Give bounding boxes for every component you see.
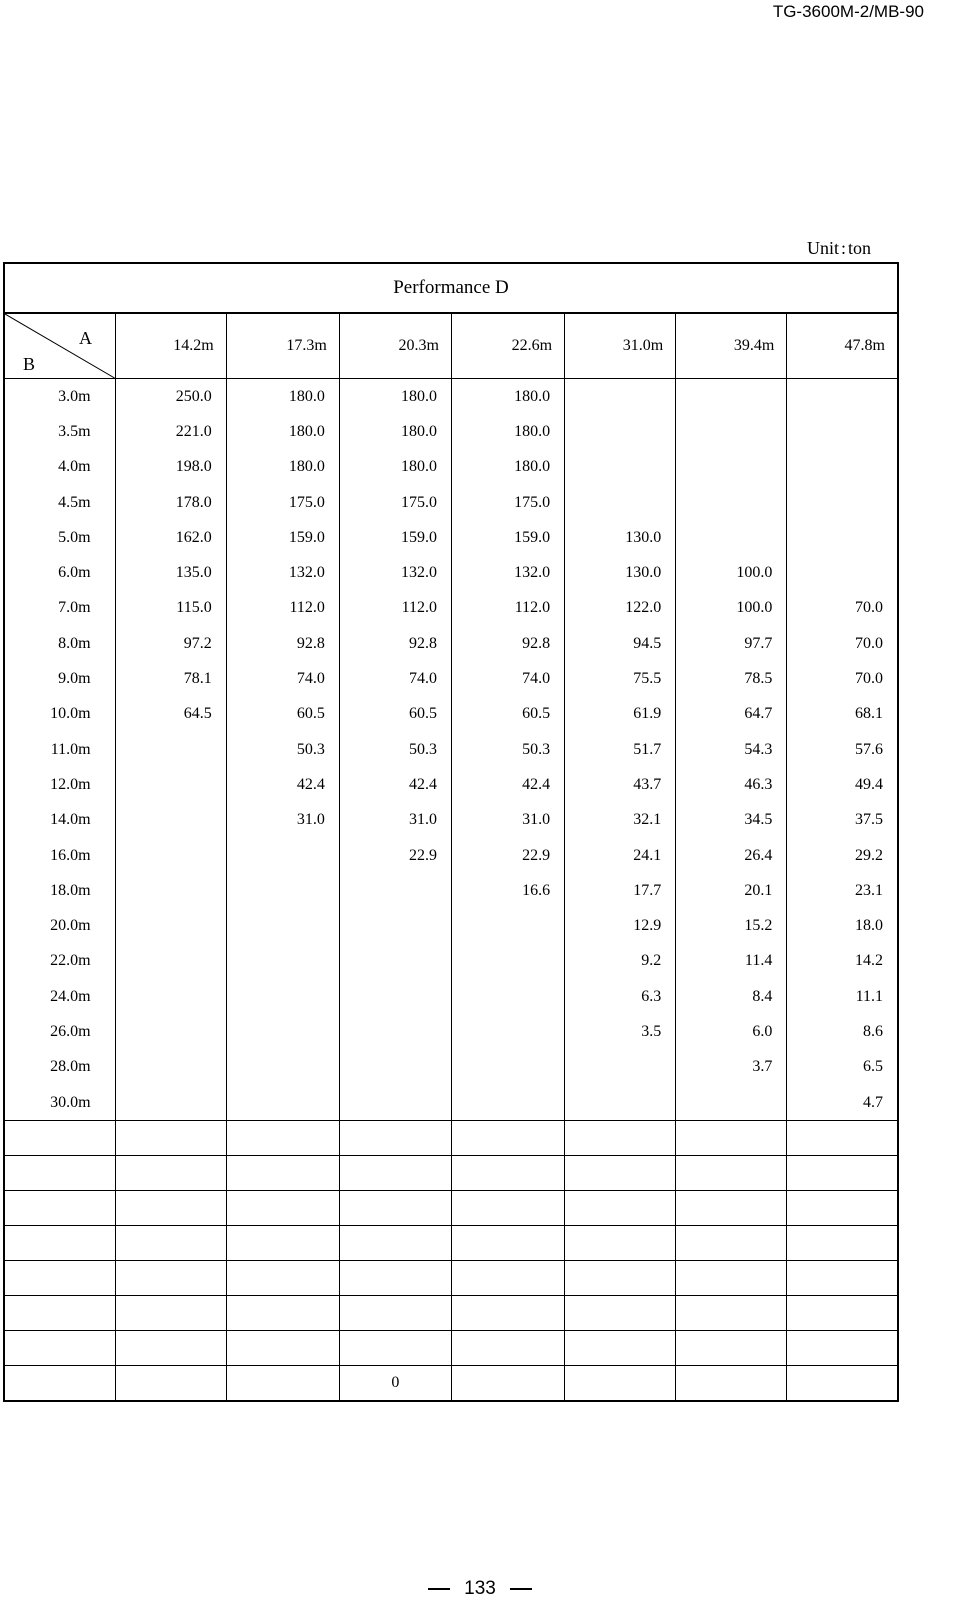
radius-cell: 30.0m (4, 1085, 115, 1121)
radius-cell: 3.5m (4, 414, 115, 449)
capacity-cell (565, 1085, 676, 1121)
blank-cell (451, 1331, 564, 1366)
capacity-cell (115, 1050, 226, 1085)
capacity-cell: 22.9 (451, 838, 564, 873)
capacity-cell (451, 1050, 564, 1085)
capacity-cell: 6.3 (565, 979, 676, 1014)
capacity-cell: 4.7 (787, 1085, 898, 1121)
capacity-cell: 221.0 (115, 414, 226, 449)
radius-cell: 11.0m (4, 732, 115, 767)
capacity-cell (115, 838, 226, 873)
capacity-cell: 18.0 (787, 908, 898, 943)
page-dash-left (428, 1588, 450, 1590)
capacity-cell (787, 485, 898, 520)
capacity-cell: 180.0 (451, 414, 564, 449)
table-row (4, 626, 898, 661)
capacity-cell: 32.1 (565, 803, 676, 838)
blank-cell (787, 1191, 898, 1226)
blank-cell (115, 1331, 226, 1366)
capacity-cell (115, 732, 226, 767)
capacity-cell: 115.0 (115, 591, 226, 626)
blank-cell (226, 1226, 339, 1261)
capacity-cell (339, 1085, 451, 1121)
blank-cell (226, 1121, 339, 1156)
blank-cell (339, 1121, 451, 1156)
blank-row (4, 1156, 898, 1191)
capacity-cell: 112.0 (226, 591, 339, 626)
blank-row (4, 1226, 898, 1261)
blank-cell (226, 1366, 339, 1402)
blank-cell (339, 1156, 451, 1191)
radius-cell: 5.0m (4, 520, 115, 555)
capacity-cell: 34.5 (676, 803, 787, 838)
boom-length-header: 31.0m (565, 313, 676, 379)
blank-cell (787, 1261, 898, 1296)
blank-cell (226, 1331, 339, 1366)
capacity-cell: 3.5 (565, 1014, 676, 1049)
table-row (4, 979, 898, 1014)
blank-cell (565, 1366, 676, 1402)
radius-cell: 24.0m (4, 979, 115, 1014)
table-row (4, 555, 898, 590)
blank-cell (226, 1191, 339, 1226)
capacity-cell: 180.0 (339, 379, 451, 415)
capacity-cell: 50.3 (226, 732, 339, 767)
page-dash-right (510, 1588, 532, 1590)
capacity-cell: 9.2 (565, 944, 676, 979)
capacity-cell: 78.1 (115, 661, 226, 696)
corner-label-b: B (23, 354, 36, 374)
capacity-cell: 15.2 (676, 908, 787, 943)
table-row (4, 1014, 898, 1049)
blank-cell (339, 1331, 451, 1366)
table-row (4, 767, 898, 802)
capacity-cell: 42.4 (339, 767, 451, 802)
blank-cell (676, 1226, 787, 1261)
capacity-cell: 50.3 (339, 732, 451, 767)
blank-cell (565, 1261, 676, 1296)
capacity-cell (787, 379, 898, 415)
table-row (4, 591, 898, 626)
capacity-cell: 60.5 (226, 697, 339, 732)
capacity-cell (451, 1014, 564, 1049)
blank-cell (565, 1226, 676, 1261)
blank-cell (115, 1366, 226, 1402)
capacity-cell (226, 873, 339, 908)
capacity-cell: 26.4 (676, 838, 787, 873)
capacity-cell: 97.2 (115, 626, 226, 661)
capacity-cell: 175.0 (339, 485, 451, 520)
unit-value: ton (848, 238, 872, 258)
capacity-cell: 180.0 (451, 379, 564, 415)
capacity-cell: 94.5 (565, 626, 676, 661)
capacity-cell (226, 1050, 339, 1085)
capacity-cell: 132.0 (339, 555, 451, 590)
blank-cell (226, 1296, 339, 1331)
table-row (4, 873, 898, 908)
radius-cell: 28.0m (4, 1050, 115, 1085)
blank-row (4, 1296, 898, 1331)
blank-cell (226, 1156, 339, 1191)
capacity-cell (115, 767, 226, 802)
table-row (4, 697, 898, 732)
capacity-cell: 130.0 (565, 520, 676, 555)
capacity-cell: 12.9 (565, 908, 676, 943)
capacity-cell: 6.5 (787, 1050, 898, 1085)
blank-cell (787, 1121, 898, 1156)
radius-cell: 16.0m (4, 838, 115, 873)
capacity-cell (339, 979, 451, 1014)
radius-cell: 8.0m (4, 626, 115, 661)
radius-cell: 4.5m (4, 485, 115, 520)
table-title: Performance D (4, 263, 898, 313)
blank-cell (565, 1121, 676, 1156)
unit-label-text: Unit (807, 238, 840, 258)
table-title-row (4, 263, 898, 313)
capacity-cell (115, 1085, 226, 1121)
capacity-cell: 3.7 (676, 1050, 787, 1085)
blank-row (4, 1366, 898, 1402)
capacity-cell: 74.0 (226, 661, 339, 696)
table-row (4, 414, 898, 449)
capacity-cell: 92.8 (339, 626, 451, 661)
blank-cell (451, 1226, 564, 1261)
capacity-cell: 11.1 (787, 979, 898, 1014)
capacity-cell: 180.0 (451, 450, 564, 485)
capacity-cell (565, 485, 676, 520)
radius-cell: 20.0m (4, 908, 115, 943)
radius-cell: 26.0m (4, 1014, 115, 1049)
blank-row (4, 1121, 898, 1156)
boom-length-header: 47.8m (787, 313, 898, 379)
boom-length-header: 20.3m (339, 313, 451, 379)
capacity-cell: 22.9 (339, 838, 451, 873)
capacity-cell (339, 873, 451, 908)
table-row (4, 1085, 898, 1121)
blank-cell (4, 1156, 115, 1191)
radius-cell: 6.0m (4, 555, 115, 590)
blank-cell (565, 1191, 676, 1226)
capacity-cell: 20.1 (676, 873, 787, 908)
blank-cell (451, 1366, 564, 1402)
capacity-cell (787, 520, 898, 555)
table-row (4, 661, 898, 696)
capacity-cell (676, 1085, 787, 1121)
capacity-cell: 24.1 (565, 838, 676, 873)
capacity-cell: 29.2 (787, 838, 898, 873)
blank-cell (565, 1331, 676, 1366)
corner-label-a: A (79, 328, 92, 348)
table-row (4, 908, 898, 943)
capacity-cell: 180.0 (226, 414, 339, 449)
capacity-cell: 130.0 (565, 555, 676, 590)
blank-cell (115, 1226, 226, 1261)
capacity-cell: 60.5 (451, 697, 564, 732)
blank-cell (451, 1121, 564, 1156)
blank-cell (115, 1261, 226, 1296)
capacity-cell: 68.1 (787, 697, 898, 732)
blank-cell (676, 1366, 787, 1402)
capacity-cell: 74.0 (339, 661, 451, 696)
blank-cell (115, 1156, 226, 1191)
blank-cell (787, 1366, 898, 1402)
capacity-cell: 64.5 (115, 697, 226, 732)
page-number-text: 133 (464, 1578, 496, 1599)
radius-cell: 3.0m (4, 379, 115, 415)
capacity-cell: 11.4 (676, 944, 787, 979)
capacity-cell: 54.3 (676, 732, 787, 767)
capacity-cell: 31.0 (339, 803, 451, 838)
unit-label (807, 238, 871, 259)
capacity-cell (565, 379, 676, 415)
blank-cell (4, 1366, 115, 1402)
capacity-cell (115, 803, 226, 838)
capacity-cell: 132.0 (451, 555, 564, 590)
blank-cell (115, 1191, 226, 1226)
capacity-cell (565, 414, 676, 449)
performance-table (3, 262, 899, 1402)
blank-cell (565, 1156, 676, 1191)
blank-cell (676, 1191, 787, 1226)
boom-length-header: 39.4m (676, 313, 787, 379)
capacity-cell (115, 979, 226, 1014)
capacity-cell (565, 450, 676, 485)
capacity-cell: 180.0 (339, 414, 451, 449)
capacity-cell (339, 944, 451, 979)
capacity-cell: 8.4 (676, 979, 787, 1014)
blank-cell (451, 1296, 564, 1331)
capacity-cell: 159.0 (226, 520, 339, 555)
blank-cell (676, 1331, 787, 1366)
capacity-cell: 97.7 (676, 626, 787, 661)
capacity-cell: 16.6 (451, 873, 564, 908)
capacity-cell: 70.0 (787, 626, 898, 661)
capacity-cell (226, 944, 339, 979)
capacity-cell: 14.2 (787, 944, 898, 979)
blank-cell (339, 1226, 451, 1261)
capacity-cell (226, 838, 339, 873)
capacity-cell: 37.5 (787, 803, 898, 838)
blank-cell (451, 1261, 564, 1296)
capacity-cell (451, 1085, 564, 1121)
blank-cell (115, 1296, 226, 1331)
capacity-cell: 8.6 (787, 1014, 898, 1049)
capacity-cell (451, 908, 564, 943)
capacity-cell: 17.7 (565, 873, 676, 908)
capacity-cell: 112.0 (451, 591, 564, 626)
blank-cell (676, 1261, 787, 1296)
blank-cell (4, 1121, 115, 1156)
capacity-cell (226, 1085, 339, 1121)
capacity-cell: 50.3 (451, 732, 564, 767)
radius-cell: 4.0m (4, 450, 115, 485)
boom-length-header: 22.6m (451, 313, 564, 379)
capacity-cell: 180.0 (226, 450, 339, 485)
capacity-cell (676, 485, 787, 520)
capacity-cell: 100.0 (676, 591, 787, 626)
blank-cell (4, 1191, 115, 1226)
capacity-cell: 75.5 (565, 661, 676, 696)
table-row (4, 838, 898, 873)
blank-cell (4, 1331, 115, 1366)
capacity-cell: 180.0 (226, 379, 339, 415)
blank-cell (676, 1296, 787, 1331)
capacity-cell: 92.8 (226, 626, 339, 661)
blank-cell (339, 1296, 451, 1331)
table-row (4, 379, 898, 415)
radius-cell: 12.0m (4, 767, 115, 802)
table-row (4, 485, 898, 520)
blank-cell (4, 1261, 115, 1296)
capacity-cell: 175.0 (451, 485, 564, 520)
capacity-cell: 159.0 (451, 520, 564, 555)
capacity-cell (676, 414, 787, 449)
table-row (4, 803, 898, 838)
capacity-cell: 42.4 (226, 767, 339, 802)
blank-cell (787, 1331, 898, 1366)
capacity-cell (115, 1014, 226, 1049)
capacity-cell: 175.0 (226, 485, 339, 520)
capacity-cell: 42.4 (451, 767, 564, 802)
capacity-cell: 198.0 (115, 450, 226, 485)
capacity-cell: 64.7 (676, 697, 787, 732)
radius-cell: 22.0m (4, 944, 115, 979)
blank-row (4, 1191, 898, 1226)
blank-cell (676, 1121, 787, 1156)
capacity-cell (451, 944, 564, 979)
capacity-cell: 178.0 (115, 485, 226, 520)
capacity-cell: 6.0 (676, 1014, 787, 1049)
capacity-cell: 43.7 (565, 767, 676, 802)
capacity-cell (676, 450, 787, 485)
capacity-cell: 23.1 (787, 873, 898, 908)
radius-cell: 10.0m (4, 697, 115, 732)
capacity-cell (339, 1014, 451, 1049)
blank-cell (787, 1226, 898, 1261)
boom-length-header: 14.2m (115, 313, 226, 379)
radius-cell: 7.0m (4, 591, 115, 626)
capacity-cell: 250.0 (115, 379, 226, 415)
radius-cell: 14.0m (4, 803, 115, 838)
capacity-cell: 31.0 (451, 803, 564, 838)
capacity-cell: 180.0 (339, 450, 451, 485)
blank-cell (451, 1191, 564, 1226)
corner-cell (4, 313, 115, 379)
capacity-cell: 70.0 (787, 591, 898, 626)
capacity-cell (339, 1050, 451, 1085)
capacity-cell: 57.6 (787, 732, 898, 767)
table-header-row (4, 313, 898, 379)
capacity-cell: 49.4 (787, 767, 898, 802)
capacity-cell: 31.0 (226, 803, 339, 838)
capacity-cell (676, 520, 787, 555)
capacity-cell: 132.0 (226, 555, 339, 590)
table-row (4, 520, 898, 555)
capacity-cell: 46.3 (676, 767, 787, 802)
table-row (4, 450, 898, 485)
blank-cell (339, 1261, 451, 1296)
table-row (4, 1050, 898, 1085)
capacity-cell: 162.0 (115, 520, 226, 555)
capacity-cell: 112.0 (339, 591, 451, 626)
capacity-cell (676, 379, 787, 415)
capacity-cell: 70.0 (787, 661, 898, 696)
table-row (4, 732, 898, 767)
blank-cell (451, 1156, 564, 1191)
blank-cell (787, 1296, 898, 1331)
footer-value-cell: 0 (339, 1366, 451, 1402)
capacity-cell: 61.9 (565, 697, 676, 732)
capacity-cell (226, 1014, 339, 1049)
capacity-cell: 78.5 (676, 661, 787, 696)
capacity-cell (115, 944, 226, 979)
capacity-cell (451, 979, 564, 1014)
blank-cell (787, 1156, 898, 1191)
capacity-cell (339, 908, 451, 943)
capacity-cell: 74.0 (451, 661, 564, 696)
blank-cell (339, 1191, 451, 1226)
capacity-cell: 51.7 (565, 732, 676, 767)
capacity-cell (565, 1050, 676, 1085)
capacity-cell: 159.0 (339, 520, 451, 555)
blank-cell (4, 1296, 115, 1331)
unit-colon: : (841, 238, 847, 258)
corner-diagonal (5, 314, 115, 378)
capacity-cell (226, 979, 339, 1014)
capacity-cell: 92.8 (451, 626, 564, 661)
capacity-cell (787, 555, 898, 590)
blank-row (4, 1261, 898, 1296)
blank-cell (4, 1226, 115, 1261)
document-code: TG-3600M-2/MB-90 (772, 2, 924, 21)
blank-cell (226, 1261, 339, 1296)
capacity-cell: 60.5 (339, 697, 451, 732)
table-row (4, 944, 898, 979)
capacity-cell: 135.0 (115, 555, 226, 590)
boom-length-header: 17.3m (226, 313, 339, 379)
capacity-cell: 100.0 (676, 555, 787, 590)
radius-cell: 18.0m (4, 873, 115, 908)
blank-row (4, 1331, 898, 1366)
blank-cell (565, 1296, 676, 1331)
capacity-cell: 122.0 (565, 591, 676, 626)
capacity-cell (115, 873, 226, 908)
capacity-cell (115, 908, 226, 943)
capacity-cell (787, 450, 898, 485)
page-number (0, 1578, 960, 1600)
capacity-cell (787, 414, 898, 449)
capacity-cell (226, 908, 339, 943)
blank-cell (115, 1121, 226, 1156)
blank-cell (676, 1156, 787, 1191)
radius-cell: 9.0m (4, 661, 115, 696)
